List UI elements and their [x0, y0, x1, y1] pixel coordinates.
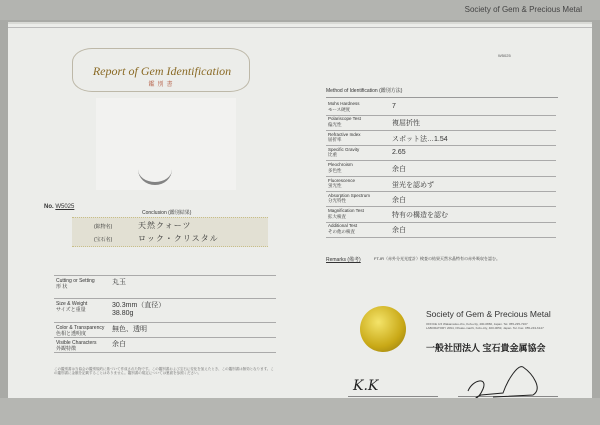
gem-value: ロック・クリスタル — [138, 234, 219, 243]
method-label: Polariscope Test 偏光性 — [328, 116, 361, 127]
method-row — [326, 161, 556, 177]
gem-label: (宝石名) — [94, 237, 113, 243]
method-value: 余白 — [392, 196, 406, 204]
mineral-label: (鉱物名) — [94, 224, 113, 230]
method-value: 特有の構造を認む — [392, 212, 448, 220]
method-row — [326, 146, 556, 162]
mineral-value: 天然クォーツ — [138, 221, 192, 230]
detail-row: Size & Weight サイズと重量 30.3mm（直径） 38.80g — [54, 298, 276, 322]
remarks-label: Remarks (備考) — [326, 257, 361, 263]
detail-row: Visible Characters 外観特徴 余白 — [54, 337, 276, 353]
method-row — [326, 207, 556, 223]
serial-number: W5025 — [498, 53, 511, 58]
report-number: No. W5025 — [44, 204, 75, 210]
detail-row: Color & Transparency 色相と透明度 無色、透明 — [54, 322, 276, 337]
conclusion-box — [72, 217, 268, 247]
bottom-band — [0, 398, 600, 425]
report-title: Report of Gem Identification — [92, 64, 232, 78]
signature-left: K.K — [353, 378, 379, 394]
method-row — [326, 222, 556, 238]
certificate — [8, 22, 592, 400]
method-heading: Method of Identification (鑑別方法) — [326, 88, 403, 94]
header-organization: Society of Gem & Precious Metal — [464, 5, 582, 14]
method-row — [326, 131, 556, 147]
method-label: Pleochroism 多色性 — [328, 162, 353, 173]
report-subtitle: 鑑別書 — [148, 82, 176, 88]
top-band — [0, 0, 600, 20]
method-label: Fluorescence 蛍光性 — [328, 177, 356, 188]
issuer-name-jp: 一般社団法人 宝石貴金属協会 — [426, 343, 546, 353]
method-value: 余白 — [392, 166, 406, 174]
remarks-text: FT-IR（赤外分光光度計）検査の結果天然水晶特有の赤外吸収を認む。 — [374, 256, 500, 261]
method-value: 7 — [392, 103, 396, 110]
gold-seal — [360, 306, 406, 352]
gem-sphere-image — [138, 154, 172, 185]
issuer-name: Society of Gem & Precious Metal — [426, 309, 551, 319]
signature-line — [348, 396, 438, 397]
method-row — [326, 100, 556, 116]
detail-row: Cutting or Setting 形 状 丸玉 — [54, 275, 276, 299]
footnote: この鑑別書は当協会の鑑別規約に基づいて作成された物です。この鑑別書および宝石に変化を加えたとき、この鑑別書は無効となります。この鑑別書に金額を記載することはありません。鑑別書の規定については裏面を参照ください。 — [54, 367, 274, 375]
issuer-address: OFFICE 4-5 Wakamatsu-cho, Kofu-city, 400-0866, Japan. Tel. 055-235-7207 LABORATORY 2094, Ohsato-machi, Kofu-city, 400-0053, Japan. Tel. Fax. 055-243-6147 — [426, 322, 544, 330]
method-row — [326, 177, 556, 193]
method-label: Magnification Test 拡大検査 — [328, 208, 364, 219]
divider — [326, 97, 558, 98]
method-value: スポット法…1.54 — [392, 135, 448, 143]
conclusion-label: Conclusion (鑑別結果) — [142, 210, 192, 216]
method-label: Specific Gravity 比重 — [328, 146, 360, 158]
method-row — [326, 192, 556, 208]
method-label: Mohs Hardness モース硬度 — [328, 101, 360, 112]
method-value: 余白 — [392, 227, 406, 235]
method-row — [326, 115, 556, 131]
method-label: Additional Test その他の検査 — [328, 223, 358, 234]
method-label: Refractive Index 屈折率 — [328, 131, 361, 143]
method-value: 複屈折性 — [392, 120, 420, 128]
method-value: 2.65 — [392, 148, 406, 156]
method-label: Absorption Spectrum 分光特性 — [328, 192, 371, 204]
method-value: 蛍光を認めず — [392, 181, 434, 189]
